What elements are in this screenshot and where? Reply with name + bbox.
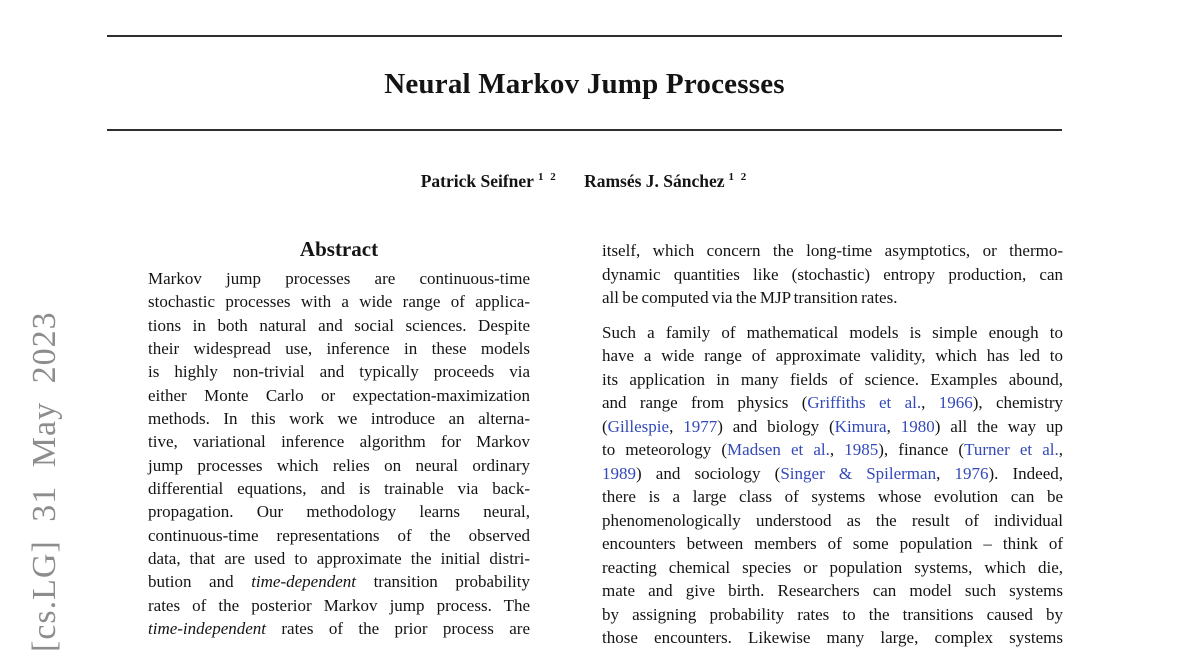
citation-link[interactable]: 1989 <box>602 463 636 483</box>
text-line <box>148 500 530 523</box>
text-line <box>602 485 1063 509</box>
text-line <box>602 239 1063 263</box>
header-rule-bottom <box>107 129 1062 131</box>
citation-link[interactable]: Kimura <box>834 416 887 436</box>
citation-link[interactable]: 1966 <box>938 393 973 412</box>
text-segment: there is a large class of systems whose evolution can be <box>602 487 1063 506</box>
text-segment: bution and <box>148 572 252 592</box>
text-segment: rates of the prior process are <box>266 619 530 639</box>
citation-link[interactable]: Turner et al. <box>964 440 1059 459</box>
text-segment: Such a family of mathematical models is simple enough to <box>602 322 1063 342</box>
text-segment: , <box>936 463 955 483</box>
text-segment: and range from physics ( <box>602 393 808 412</box>
text-line <box>148 524 530 547</box>
text-segment: jump processes which relies on neural ordinary <box>148 455 530 475</box>
text-line <box>148 267 530 290</box>
text-segment: reacting chemical species or population systems, which die, <box>602 557 1063 577</box>
text-segment: , <box>1058 440 1064 459</box>
text-line <box>602 368 1063 392</box>
text-line <box>602 391 1063 415</box>
text-line <box>148 570 530 593</box>
text-segment: Markov jump processes are continuous-time <box>148 269 530 288</box>
text-line <box>602 344 1063 368</box>
text-line <box>602 286 1063 310</box>
author-2 <box>584 171 748 191</box>
citation-link[interactable]: 1976 <box>954 463 989 483</box>
text-line <box>148 407 530 430</box>
text-segment: data, that are used to approximate the initial distri- <box>148 549 530 569</box>
text-line <box>602 579 1063 603</box>
citation-link[interactable]: 1977 <box>683 416 718 436</box>
text-segment: ) and biology ( <box>717 416 835 436</box>
text-line <box>602 603 1063 627</box>
text-line <box>602 626 1063 650</box>
citation-link[interactable]: 1980 <box>900 416 935 436</box>
text-segment: ) and sociology ( <box>636 463 781 483</box>
citation-link[interactable]: Gillespie <box>607 416 670 436</box>
text-line <box>148 594 530 617</box>
text-segment: continuous-time representations of the observed <box>148 525 530 545</box>
citation-link[interactable]: Madsen et al. <box>727 440 830 459</box>
text-segment: ), finance ( <box>878 440 965 459</box>
author-1-affiliation-superscript: 1 2 <box>537 171 558 184</box>
body-column-right <box>602 239 1063 650</box>
text-segment: is highly non-trivial and typically proceeds via <box>148 362 530 382</box>
text-line <box>148 360 530 383</box>
author-1 <box>421 171 558 191</box>
text-segment: its application in many fields of science. Examples abound, <box>602 369 1063 389</box>
text-line <box>602 532 1063 556</box>
text-line <box>148 430 530 453</box>
text-segment: all be computed via the MJP transition rates. <box>602 288 898 307</box>
text-segment: itself, which concern the long-time asymptotics, or thermo- <box>602 241 1063 260</box>
text-line <box>602 462 1063 486</box>
text-segment: by assigning probability rates to the transitions caused by <box>602 604 1063 624</box>
text-segment: mate and give birth. Researchers can model such systems <box>602 581 1063 600</box>
text-segment: , <box>921 393 939 412</box>
citation-link[interactable]: Singer & Spilerman <box>780 463 937 483</box>
paragraph <box>602 321 1063 650</box>
text-line <box>148 477 530 500</box>
italic-text: time-dependent <box>251 572 356 592</box>
text-segment: , <box>829 440 845 459</box>
text-line <box>148 314 530 337</box>
text-segment: stochastic processes with a wide range of applica- <box>148 292 530 312</box>
text-line <box>602 415 1063 439</box>
text-line <box>602 509 1063 533</box>
text-segment: , <box>669 416 684 436</box>
text-line <box>602 263 1063 287</box>
text-segment: either Monte Carlo or expectation-maximization <box>148 385 530 405</box>
authors-line <box>107 171 1062 192</box>
text-segment: dynamic quantities like (stochastic) entropy production, can <box>602 264 1063 284</box>
citation-link[interactable]: 1985 <box>844 440 879 459</box>
citation-link[interactable]: Griffiths et al. <box>807 393 922 412</box>
author-2-name: Ramsés J. Sánchez <box>584 171 725 191</box>
text-line <box>148 290 530 313</box>
text-line <box>148 454 530 477</box>
text-segment: ) all the way up <box>934 416 1064 436</box>
text-segment: to meteorology ( <box>602 440 728 459</box>
text-line <box>148 547 530 570</box>
text-segment: rates of the posterior Markov jump process. The <box>148 595 530 615</box>
text-segment: , <box>886 416 901 436</box>
text-line <box>148 617 530 640</box>
text-line <box>602 321 1063 345</box>
italic-text: time-independent <box>148 619 267 639</box>
text-segment: those encounters. Likewise many large, complex systems <box>602 628 1063 647</box>
text-segment: their widespread use, inference in these models <box>148 339 530 359</box>
author-2-affiliation-superscript: 1 2 <box>728 171 749 184</box>
paragraph <box>602 239 1063 310</box>
text-segment: methods. In this work we introduce an alterna- <box>148 409 530 429</box>
text-line <box>148 337 530 360</box>
text-segment: ). Indeed, <box>988 463 1063 483</box>
text-segment: encounters between members of some population – think of <box>602 534 1063 553</box>
abstract-text <box>148 267 530 641</box>
text-segment: ( <box>602 416 608 436</box>
text-segment: ), chemistry <box>972 393 1063 412</box>
text-segment: have a wide range of approximate validity, which has led to <box>602 346 1063 365</box>
text-segment: transition probability <box>355 572 530 592</box>
text-segment: phenomenologically understood as the result of individual <box>602 510 1063 530</box>
header-rule-top <box>107 35 1062 37</box>
paper-title: Neural Markov Jump Processes <box>384 68 785 100</box>
text-line <box>602 438 1063 462</box>
text-segment: tions in both natural and social sciences. Despite <box>148 315 530 335</box>
author-1-name: Patrick Seifner <box>420 171 534 191</box>
text-segment: differential equations, and is trainable via back- <box>148 479 530 499</box>
text-segment: propagation. Our methodology learns neural, <box>148 502 530 522</box>
arxiv-watermark: [cs.LG] 31 May 2023 <box>26 311 63 652</box>
text-line <box>148 384 530 407</box>
text-segment: tive, variational inference algorithm for Markov <box>148 432 530 452</box>
text-line <box>602 556 1063 580</box>
abstract-heading: Abstract <box>299 237 379 261</box>
